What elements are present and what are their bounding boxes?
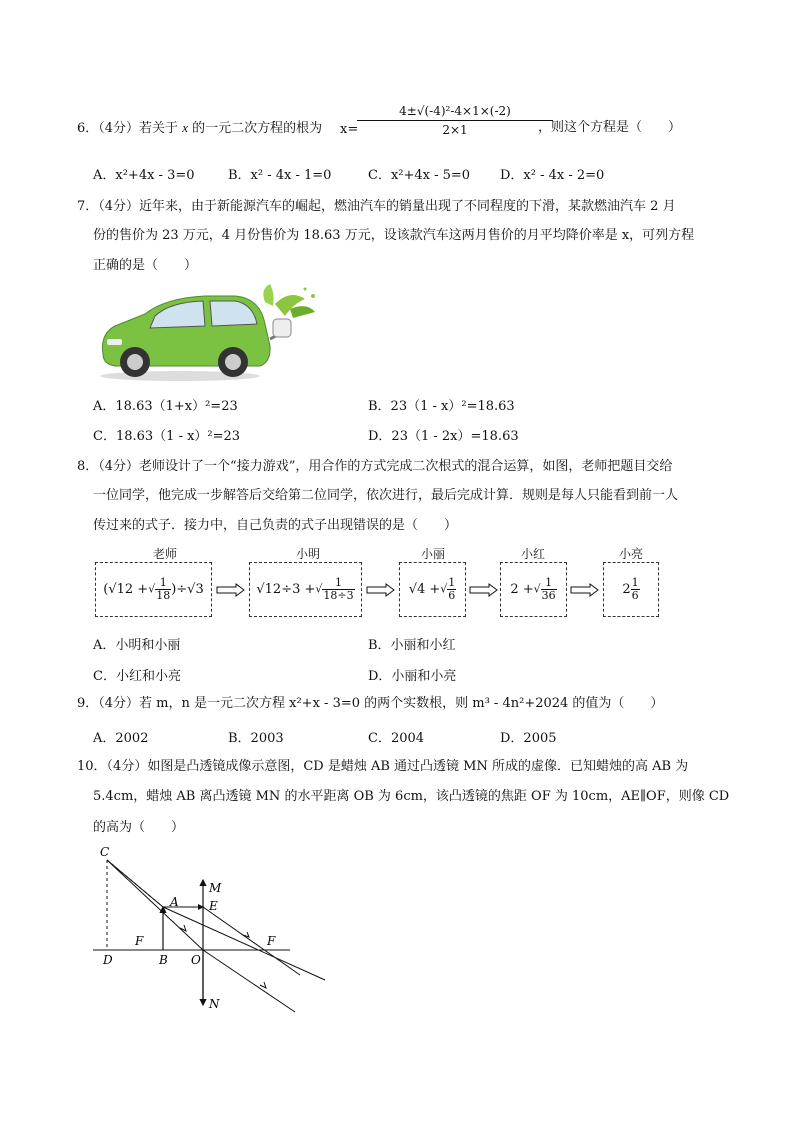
green-car-illustration (95, 284, 325, 384)
label-b: B (159, 953, 168, 967)
q7-option-b[interactable]: B．23（1 - x）²=18.63 (368, 399, 515, 414)
arrow-4 (570, 583, 600, 597)
q6-option-c[interactable]: C．x²+4x - 5=0 (368, 168, 471, 183)
q6-stem-post: ，则这个方程是（ ） (538, 120, 682, 135)
arrow-3 (469, 583, 499, 597)
relay-label-xiaoming: 小明 (295, 547, 320, 561)
q8-option-d[interactable]: D．小丽和小亮 (368, 669, 457, 684)
q10-line1: 10．（4分）如图是凸透镜成像示意图，CD 是蜡烛 AB 通过凸透镜 MN 所成的虚像．已知蜡烛的高 AB 为 (77, 759, 689, 774)
relay-box-xiaoli (399, 562, 466, 617)
expr3-den: 6 (448, 589, 456, 602)
q9-option-c[interactable]: C．2004 (368, 731, 425, 746)
label-f-right: F (267, 934, 276, 948)
expr1-fraction: √ $\frac{1}{18}$ (148, 576, 171, 602)
q6-var-x: x (182, 120, 188, 135)
relay-label-xiaoli: 小丽 (420, 547, 445, 561)
expr4-part-a: 2 + (510, 582, 534, 597)
q6-stem (77, 120, 322, 137)
expr3-num: 1 (448, 576, 456, 589)
q6-option-a[interactable]: A．x²+4x - 3=0 (93, 168, 195, 183)
q6-option-d[interactable]: D．x² - 4x - 2=0 (500, 168, 605, 183)
expr2-num: 1 (322, 577, 354, 590)
q6-x-eq: x= (340, 122, 359, 137)
q7-line1: 7．（4分）近年来，由于新能源汽车的崛起，燃油汽车的销量出现了不同程度的下滑，某款燃油汽车 2 月 (77, 199, 676, 214)
q9-line1: 9．（4分）若 m，n 是一元二次方程 x²+x - 3=0 的两个实数根，则 m³ - 4n²+2024 的值为（ ） (77, 696, 664, 711)
q7-line2: 份的售价为 23 万元，4 月份售价为 18.63 万元，设该款汽车这两月售价的月平均降价率是 x，可列方程 (93, 228, 695, 243)
expr5-fraction (631, 577, 640, 602)
label-e: E (209, 899, 218, 913)
q8-line3: 传过来的式子．接力中，自己负责的式子出现错误的是（ ） (93, 518, 458, 533)
relay-label-xiaohong: 小红 (520, 547, 545, 561)
relay-label-teacher: 老师 (152, 547, 177, 561)
expr3-part-a: √4 + (408, 582, 441, 597)
expr2-part-a: √12÷3 + (256, 582, 316, 597)
expr2-fraction: √ $\frac{1}{18\div 3}$ (315, 576, 354, 602)
label-f-left: F (135, 934, 144, 948)
q8-line1: 8．（4分）老师设计了一个“接力游戏”，用合作的方式完成二次根式的混合运算，如图，老师把题目交给 (77, 459, 673, 474)
expr5-num: 1 (631, 576, 639, 589)
q9-option-a[interactable]: A．2002 (93, 731, 149, 746)
q8-option-c[interactable]: C．小红和小亮 (93, 669, 181, 684)
q7-option-a[interactable]: A．18.63（1+x）²=23 (93, 399, 238, 414)
q6-numerator: 4±√(-4)²-4×1×(-2) (357, 104, 553, 121)
label-d: D (103, 953, 113, 967)
expr5-den: 6 (631, 589, 639, 602)
expr1-den: 18 (156, 589, 171, 602)
q10-line2: 5.4cm，蜡烛 AB 离凸透镜 MN 的水平距离 OB 为 6cm，该凸透镜的焦距 OF 为 10cm，AE∥OF，则像 CD (93, 789, 730, 804)
expr1-num: 1 (155, 577, 171, 590)
relay-box-xiaohong (500, 562, 567, 617)
label-o: O (191, 953, 201, 967)
expr2-den: 18÷3 (323, 589, 354, 602)
relay-box-xiaoming (249, 562, 362, 617)
q10-line3: 的高为（ ） (93, 820, 185, 835)
expr4-den: 36 (541, 589, 556, 602)
q6-denominator: 2×1 (442, 123, 468, 137)
q7-line3: 正确的是（ ） (93, 258, 198, 273)
label-c: C (100, 845, 110, 859)
q7-option-d[interactable]: D．23（1 - 2x）=18.63 (368, 429, 519, 444)
label-n: N (209, 997, 220, 1011)
label-a: A (170, 895, 179, 909)
relay-box-teacher (95, 562, 212, 617)
convex-lens-diagram (85, 840, 335, 1015)
expr5-whole: 2 (622, 582, 631, 597)
arrow-1 (216, 583, 246, 597)
expr3-fraction: √ $\frac{1}{6}$ (440, 576, 456, 602)
expr1-part-b: )÷√3 (171, 582, 204, 597)
q6-stem-pre: 6．（4分）若关于 (77, 121, 183, 136)
q9-option-b[interactable]: B．2003 (228, 731, 284, 746)
expr4-num: 1 (541, 577, 557, 590)
q8-option-a[interactable]: A．小明和小丽 (93, 638, 181, 653)
label-m: M (209, 881, 222, 895)
q8-option-b[interactable]: B．小丽和小红 (368, 638, 456, 653)
q7-option-c[interactable]: C．18.63（1 - x）²=23 (93, 429, 241, 444)
relay-box-xiaoliang (603, 562, 659, 617)
expr1-part-a: (√12 + (103, 582, 149, 597)
expr4-fraction: √ $\frac{1}{36}$ (533, 576, 556, 602)
relay-label-xiaoliang: 小亮 (618, 547, 643, 561)
arrow-2 (366, 583, 396, 597)
q6-stem-mid: 的一元二次方程的根为 (187, 121, 323, 136)
q6-option-b[interactable]: B．x² - 4x - 1=0 (228, 168, 332, 183)
q9-option-d[interactable]: D．2005 (500, 731, 557, 746)
q8-line2: 一位同学，他完成一步解答后交给第二位同学，依次进行，最后完成计算．规则是每人只能看到前一人 (93, 488, 679, 503)
